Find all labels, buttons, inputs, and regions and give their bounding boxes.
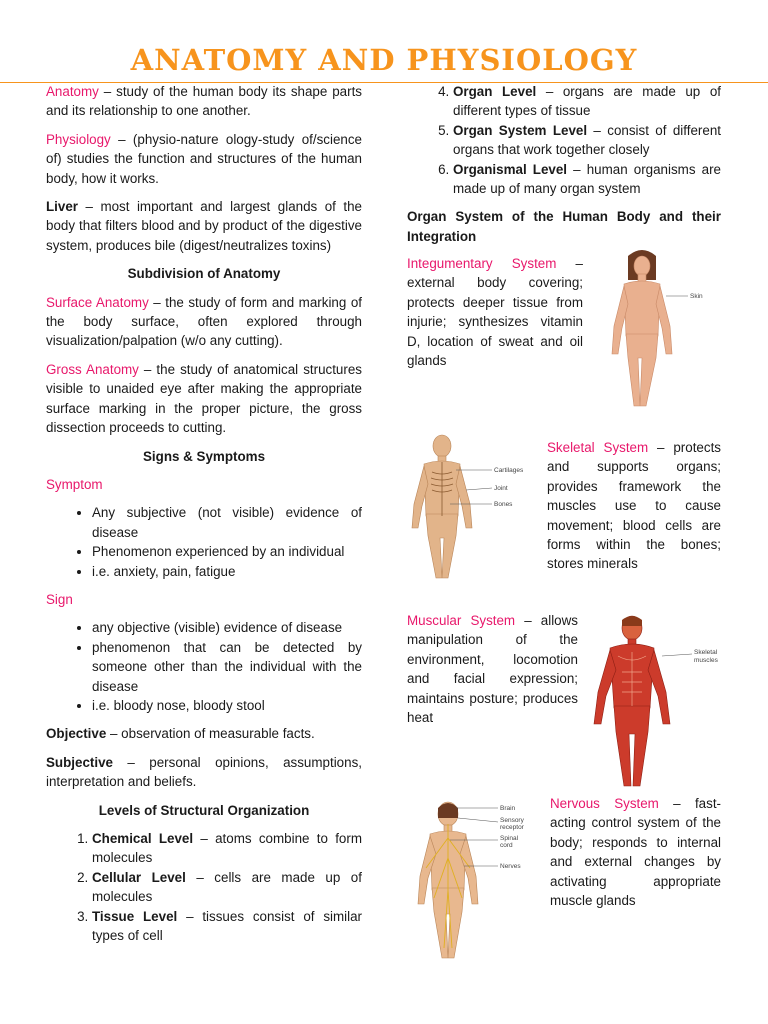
physiology-definition: Physiology – (physio-nature ology-study of/science of) studies the function and structures of the human body, how it works. (46, 131, 362, 186)
figure-label-joint: Joint (494, 485, 508, 492)
muscular-description: Muscular System – allows manipulation of the environment, locomotion and facial expression; maintains posture; produces heat (407, 613, 578, 726)
levels-list-continued (407, 82, 721, 198)
nervous-figure (412, 798, 542, 963)
term: Physiology (46, 131, 111, 147)
body-silhouette-skin (612, 250, 672, 406)
liver-definition: Liver – most important and largest glands of the body that filters blood and by product of the digestive system, produces bile (digest/neutralizes toxins) (46, 199, 362, 253)
sign-label: Sign (46, 591, 73, 607)
figure-label-muscles: muscles (694, 657, 718, 664)
nervous-description: Nervous System – fast-acting control system of the body; responds to internal and external changes by activating appropriate muscle glands (550, 796, 721, 909)
levels-list (46, 829, 362, 945)
list-item: 2. Cellular Level – cells are made up of molecules (92, 868, 362, 907)
list-item: 3. Tissue Level – tissues consist of similar types of cell (92, 907, 362, 946)
list-item: 6. Organismal Level – human organisms are made up of many organ system (453, 160, 721, 199)
term: Integumentary System (407, 256, 557, 271)
levels-heading: Levels of Structural Organization (98, 802, 310, 818)
subdivision-heading: Subdivision of Anatomy (127, 266, 281, 282)
symptom-list (46, 503, 362, 581)
figure-label-bones: Bones (494, 501, 513, 508)
list-item: 1. Chemical Level – atoms combine to form molecules (92, 829, 362, 868)
figure-label-skeletal: Skeletal (694, 649, 718, 656)
figure-label-receptor: receptor (500, 824, 524, 831)
term: Muscular System (407, 613, 516, 628)
figure-label-skin: Skin (690, 293, 703, 300)
list-item: • any objective (visible) evidence of disease (92, 618, 362, 637)
integumentary-description: Integumentary System – external body covering; protects deeper tissue from injurie; synthesizes vitamin D, location of sweat and oil glands (407, 256, 584, 369)
right-column-top (407, 82, 721, 255)
term: Objective (46, 726, 107, 742)
figure-label-spinal: Spinal (500, 835, 519, 842)
list-item: • Phenomenon experienced by an individual (92, 542, 362, 561)
figure-label-sensory: Sensory (500, 817, 524, 824)
integumentary-figure (600, 246, 720, 412)
gross-anatomy-definition: Gross Anatomy – the study of anatomical structures visible to unaided eye after making the appropriate surface marking in the proper picture, the gross dissection proceeds to cutting. (46, 361, 362, 436)
term: Gross Anatomy (46, 361, 139, 377)
muscular-figure (588, 612, 728, 792)
figure-label-cartilages: Cartilages (494, 467, 524, 474)
figure-label-cord: cord (500, 842, 513, 849)
objective-definition: Objective – observation of measurable facts. (46, 726, 315, 742)
signs-heading: Signs & Symptoms (142, 448, 266, 464)
anatomy-definition: Anatomy – study of the human body its shape parts and its relationship to one another. (46, 84, 362, 119)
list-item: • i.e. bloody nose, bloody stool (92, 696, 362, 715)
subjective-definition: Subjective – personal opinions, assumptions, interpretation and beliefs. (46, 754, 362, 790)
left-column (46, 82, 362, 945)
figure-label-brain: Brain (500, 805, 516, 812)
list-item: • i.e. anxiety, pain, fatigue (92, 562, 362, 581)
term: Subjective (46, 754, 113, 770)
figure-label-nerves: Nerves (500, 863, 521, 870)
symptom-label: Symptom (46, 476, 103, 492)
skeletal-description: Skeletal System – protects and supports organs; provides framework the muscles use to cause movement; blood cells are forms within the bones; stores minerals (547, 440, 721, 572)
list-item: • Any subjective (not visible) evidence of disease (92, 503, 362, 542)
term: Nervous System (550, 796, 659, 811)
term: Surface Anatomy (46, 294, 149, 310)
term: Skeletal System (547, 440, 649, 455)
list-item: 5. Organ System Level – consist of different organs that work together closely (453, 121, 721, 160)
skeletal-figure (404, 432, 534, 582)
list-item: • phenomenon that can be detected by someone other than the individual with the disease (92, 638, 362, 696)
sign-list (46, 618, 362, 715)
surface-anatomy-definition: Surface Anatomy – the study of form and marking of the body surface, often explored through visualization/palpation (w/o any cutting). (46, 294, 362, 349)
page-title: ANATOMY AND PHYSIOLOGY (130, 43, 638, 77)
term: Liver (46, 199, 79, 215)
leader-line (662, 654, 692, 656)
list-item: 4. Organ Level – organs are made up of different types of tissue (453, 82, 721, 121)
organ-system-heading: Organ System of the Human Body and their Integration (407, 209, 721, 244)
term: Anatomy (46, 84, 99, 99)
